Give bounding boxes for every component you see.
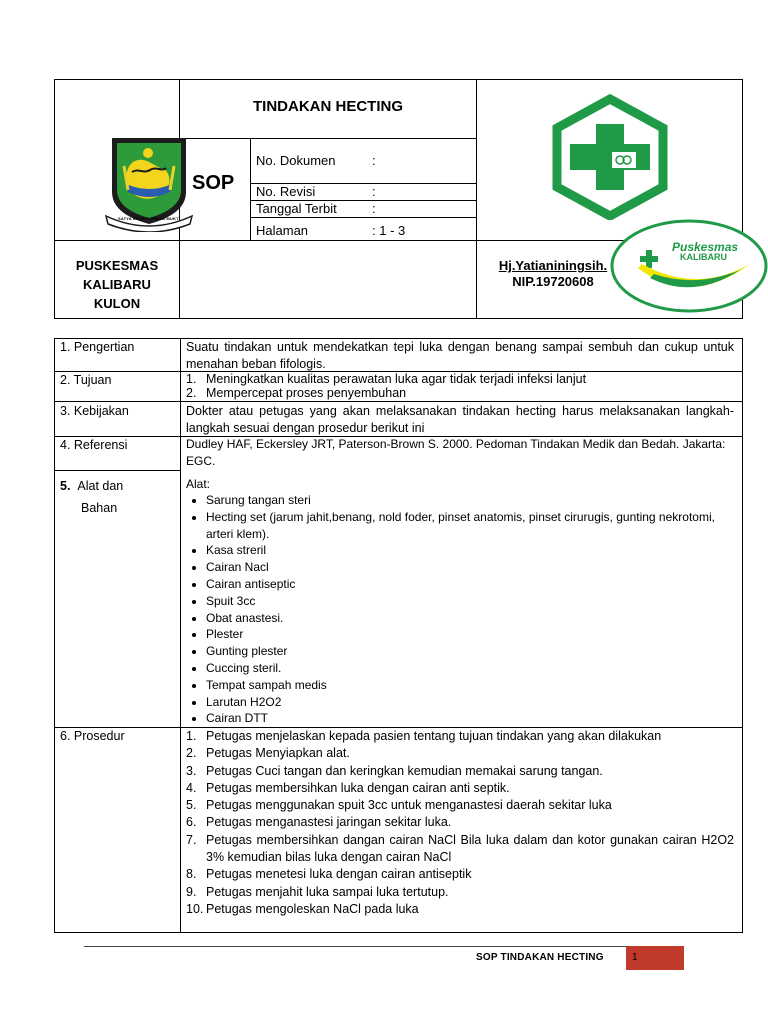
row-label-kebijakan: 3. Kebijakan xyxy=(60,404,129,418)
puskesmas-kalibaru-logo-text-1: Puskesmas xyxy=(672,240,739,254)
list-item: 7. Petugas membersihkan dangan cairan NaCl Bila luka dalam dan kotor gunakan cairan H2O2 3% kemudian bilas luka dengan cairan NaCl xyxy=(186,832,734,865)
list-item: 9. Petugas menjahit luka sampai luka tertutup. xyxy=(186,884,449,899)
list-item: Hecting set (jarum jahit,benang, nold foder, pinset anatomis, pinset cirurugis, gunting nekrotomi, arteri klem). xyxy=(186,509,734,543)
puskesmas-kalibaru-logo xyxy=(610,218,768,314)
row-label-alat-num: 5. xyxy=(60,479,71,493)
list-item: Spuit 3cc xyxy=(186,593,734,610)
list-item: 2. Mempercepat proses penyembuhan xyxy=(186,386,407,400)
row-label-pengertian: 1. Pengertian xyxy=(60,340,135,354)
list-item: Cairan DTT xyxy=(186,710,734,727)
list-item: Plester xyxy=(186,626,734,643)
puskesmas-name-line-1: PUSKESMAS xyxy=(75,258,159,273)
row-label-alat-1: Alat dan xyxy=(77,479,124,493)
puskesmas-name-line-2: KALIBARU xyxy=(83,277,151,292)
alat-heading: Alat: xyxy=(186,477,211,491)
row-text-referensi: Dudley HAF, Eckersley JRT, Paterson-Brown S. 2000. Pedoman Tindakan Medik dan Bedah. Jakarta: EGC. xyxy=(186,437,726,468)
list-item: 10. Petugas mengoleskan NaCl pada luka xyxy=(186,901,419,916)
list-item: Cuccing steril. xyxy=(186,660,734,677)
meta-value-no-dokumen: : xyxy=(372,153,376,168)
regional-emblem-motto: SATYA BHAKTI PRAJA MUKTI xyxy=(117,216,181,221)
puskesmas-name-line-3: KULON xyxy=(93,296,141,311)
meta-value-no-revisi: : xyxy=(372,184,376,199)
row-label-tujuan: 2. Tujuan xyxy=(60,373,112,387)
list-item: 4. Petugas membersihkan luka dengan cairan anti septik. xyxy=(186,780,510,795)
tujuan-list xyxy=(186,372,734,400)
list-item: Kasa streril xyxy=(186,542,734,559)
meta-label-halaman: Halaman xyxy=(256,223,309,238)
document-title: TINDAKAN HECTING xyxy=(253,98,403,115)
list-item: 2. Petugas Menyiapkan alat. xyxy=(186,746,350,761)
sop-label: SOP xyxy=(192,172,235,194)
meta-label-tanggal-terbit: Tanggal Terbit xyxy=(256,201,337,216)
alat-list xyxy=(186,492,734,727)
signatory-nip: NIP.19720608 xyxy=(512,274,594,289)
row-label-referensi: 4. Referensi xyxy=(60,438,128,452)
puskesmas-cross-logo xyxy=(550,94,670,225)
footer-title: SOP TINDAKAN HECTING xyxy=(476,952,604,963)
meta-value-halaman: : 1 - 3 xyxy=(372,223,406,238)
list-item: Tempat sampah medis xyxy=(186,677,734,694)
list-item: Cairan Nacl xyxy=(186,559,734,576)
list-item: 6. Petugas menganastesi jaringan sekitar luka. xyxy=(186,815,452,830)
list-item: Sarung tangan steri xyxy=(186,492,734,509)
list-item: Larutan H2O2 xyxy=(186,694,734,711)
row-text-pengertian: Suatu tindakan untuk mendekatkan tepi luka dengan benang sampai sembuh dan cukup untuk menahan beban fifologis. xyxy=(186,340,734,371)
signatory-block xyxy=(478,258,628,290)
list-item: Gunting plester xyxy=(186,643,734,660)
regional-emblem-logo xyxy=(104,132,194,237)
meta-label-no-dokumen: No. Dokumen xyxy=(256,153,336,168)
list-item: 1. Petugas menjelaskan kepada pasien tentang tujuan tindakan yang akan dilakukan xyxy=(186,729,662,743)
meta-label-no-revisi: No. Revisi xyxy=(256,184,316,199)
prosedur-list xyxy=(186,728,734,918)
row-label-alat-2: Bahan xyxy=(81,501,118,515)
row-label-alat-bahan xyxy=(60,478,178,517)
list-item: 3. Petugas Cuci tangan dan keringkan kemudian memakai sarung tangan. xyxy=(186,763,603,778)
row-text-kebijakan: Dokter atau petugas yang akan melaksanakan tindakan hecting harus melaksanakan langkah-langkah sesuai dengan prosedur berikut ini xyxy=(186,404,734,435)
footer-rule xyxy=(84,946,684,947)
meta-value-tanggal-terbit: : xyxy=(372,201,376,216)
row-label-prosedur: 6. Prosedur xyxy=(60,729,125,743)
puskesmas-name xyxy=(56,256,178,313)
list-item: Cairan antiseptic xyxy=(186,576,734,593)
signatory-name: Hj.Yatianiningsih. xyxy=(498,258,608,273)
puskesmas-kalibaru-logo-text-2: KALIBARU xyxy=(680,252,727,262)
list-item: 5. Petugas menggunakan spuit 3cc untuk menganastesi daerah sekitar luka xyxy=(186,798,612,813)
list-item: 1. Meningkatkan kualitas perawatan luka agar tidak terjadi infeksi lanjut xyxy=(186,372,587,386)
list-item: Obat anastesi. xyxy=(186,610,734,627)
footer-page-number: 1 xyxy=(632,952,638,963)
list-item: 8. Petugas menetesi luka dengan cairan antiseptik xyxy=(186,867,472,882)
